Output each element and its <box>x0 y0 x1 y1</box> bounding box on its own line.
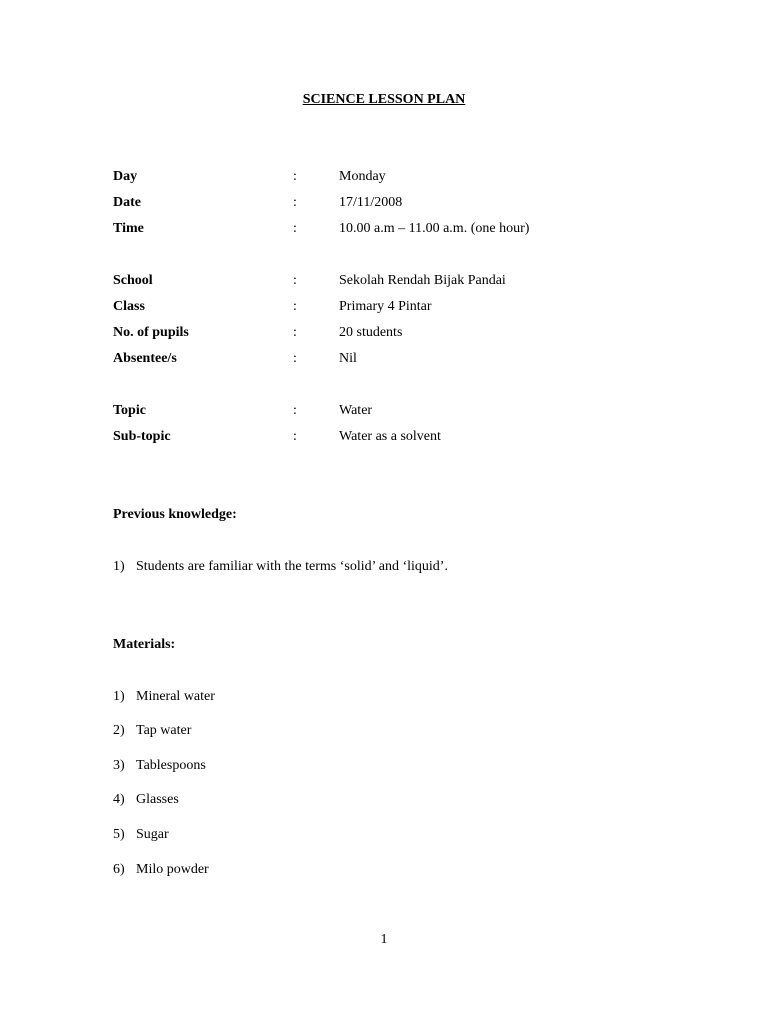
list-item <box>113 791 673 809</box>
info-label: Time <box>113 221 144 236</box>
list-number: 6) <box>113 862 125 877</box>
list-number: 1) <box>113 689 125 704</box>
info-value: Water as a solvent <box>339 429 441 444</box>
info-value: Sekolah Rendah Bijak Pandai <box>339 273 506 288</box>
list-number: 1) <box>113 559 125 574</box>
info-value: 20 students <box>339 325 403 340</box>
info-colon: : <box>293 299 297 314</box>
info-row-class <box>113 298 673 316</box>
info-value: 17/11/2008 <box>339 195 403 210</box>
info-colon: : <box>293 169 297 184</box>
info-label: Absentee/s <box>113 351 177 366</box>
list-text: Tap water <box>136 723 192 738</box>
info-label: No. of pupils <box>113 325 189 340</box>
info-row-day <box>113 168 673 186</box>
info-label: Sub-topic <box>113 429 171 444</box>
list-number: 2) <box>113 723 125 738</box>
list-text: Milo powder <box>136 862 209 877</box>
info-row-time <box>113 220 673 238</box>
page-title: SCIENCE LESSON PLAN <box>302 92 466 107</box>
info-value: Nil <box>339 351 357 366</box>
info-value: Monday <box>339 169 386 184</box>
list-number: 4) <box>113 792 125 807</box>
info-row-date <box>113 194 673 212</box>
info-label: School <box>113 273 153 288</box>
info-colon: : <box>293 221 297 236</box>
info-value: 10.00 a.m – 11.00 a.m. (one hour) <box>339 221 530 236</box>
list-number: 3) <box>113 758 125 773</box>
info-colon: : <box>293 273 297 288</box>
info-value: Water <box>339 403 373 418</box>
info-row-topic <box>113 402 673 420</box>
list-text: Glasses <box>136 792 179 807</box>
previous-knowledge-heading: Previous knowledge: <box>113 507 237 522</box>
list-item <box>113 722 673 740</box>
info-label: Day <box>113 169 138 184</box>
list-number: 5) <box>113 827 125 842</box>
info-colon: : <box>293 195 297 210</box>
info-colon: : <box>293 429 297 444</box>
list-item <box>113 861 673 879</box>
info-colon: : <box>293 403 297 418</box>
list-item <box>113 826 673 844</box>
list-text: Mineral water <box>136 689 215 704</box>
info-colon: : <box>293 325 297 340</box>
info-label: Topic <box>113 403 146 418</box>
info-row-school <box>113 272 673 290</box>
info-row-absentees <box>113 350 673 368</box>
info-row-subtopic <box>113 428 673 446</box>
list-item <box>113 558 673 576</box>
list-text: Sugar <box>136 827 169 842</box>
list-item <box>113 757 673 775</box>
list-item <box>113 688 673 706</box>
list-text: Students are familiar with the terms ‘solid’ and ‘liquid’. <box>136 559 448 574</box>
info-label: Class <box>113 299 145 314</box>
page-number: 1 <box>380 932 388 947</box>
info-row-pupils <box>113 324 673 342</box>
info-colon: : <box>293 351 297 366</box>
list-text: Tablespoons <box>136 758 206 773</box>
materials-heading: Materials: <box>113 637 176 652</box>
info-label: Date <box>113 195 141 210</box>
info-value: Primary 4 Pintar <box>339 299 432 314</box>
